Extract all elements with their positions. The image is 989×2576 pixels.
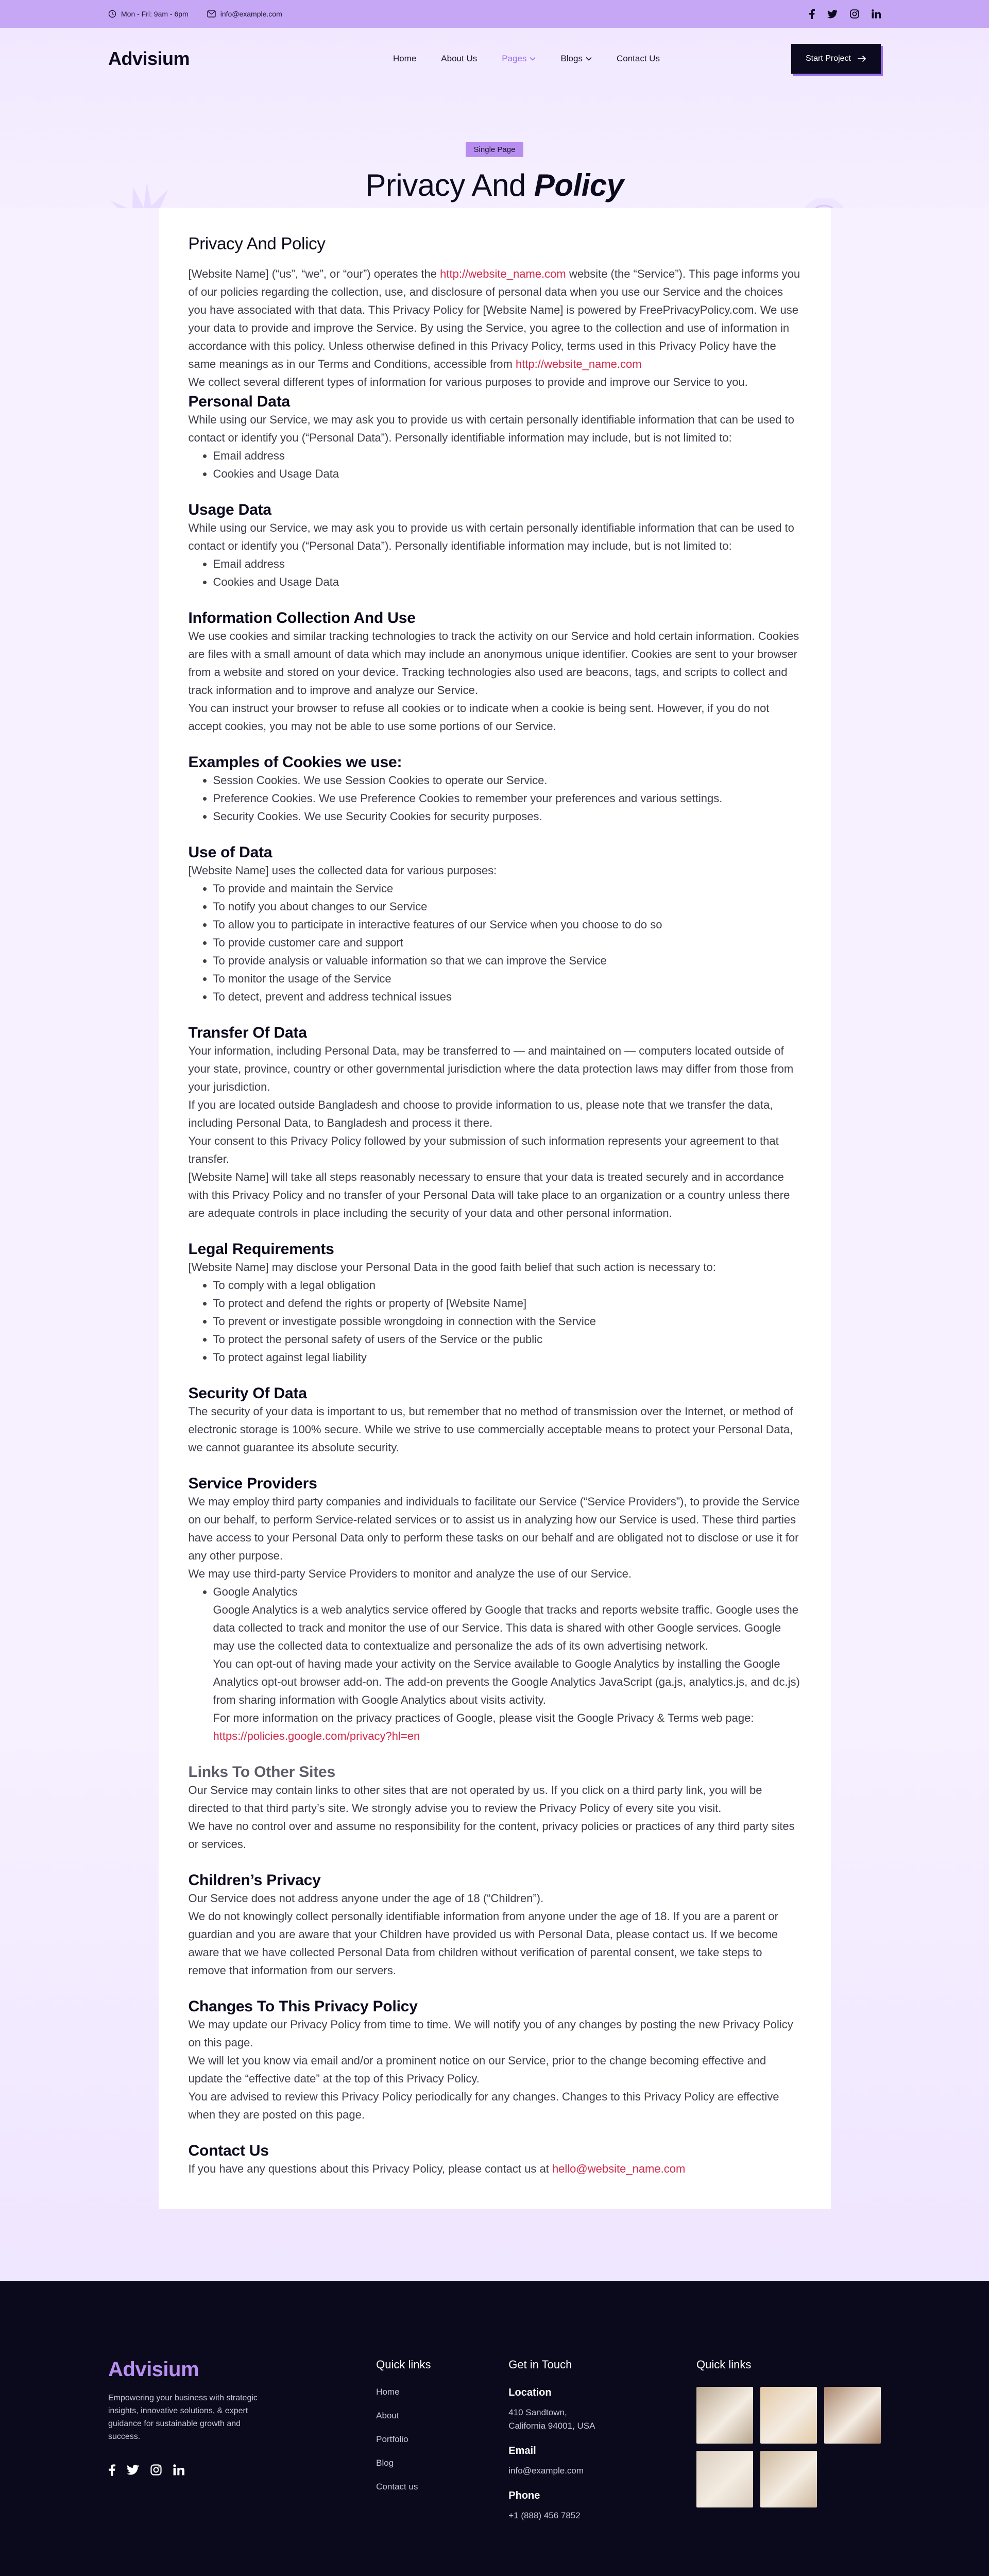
- section-heading: Legal Requirements: [188, 1241, 334, 1258]
- section-text: [189, 2160, 801, 2178]
- transfer-section: [189, 1024, 801, 1222]
- footer-link-contact[interactable]: Contact us: [376, 2482, 418, 2492]
- gallery-thumbnail[interactable]: [824, 2387, 881, 2444]
- mail-icon: [207, 10, 216, 18]
- policy-card: [159, 208, 831, 2209]
- footer-heading: Get in Touch: [508, 2358, 572, 2371]
- nav-menu: [393, 54, 660, 64]
- list-item: • To provide customer care and support: [213, 934, 801, 952]
- nav-pages[interactable]: [502, 54, 536, 64]
- section-text: Your consent to this Privacy Policy followed by your submission of such information represents your agreement to that transfer.: [188, 1134, 779, 1165]
- footer-heading: Quick links: [696, 2358, 752, 2371]
- page-badge: Single Page: [466, 142, 524, 157]
- footer-gallery: [696, 2358, 881, 2535]
- top-bar: [0, 0, 989, 28]
- section-heading: Security Of Data: [188, 1385, 307, 1402]
- gallery-thumbnail[interactable]: [696, 2451, 753, 2507]
- footer-contact: [508, 2358, 696, 2535]
- list-item: • To prevent or investigate possible wrongdoing in connection with the Service: [213, 1312, 801, 1330]
- links-section: [189, 1764, 801, 1853]
- email-value[interactable]: info@example.com: [508, 2466, 584, 2476]
- footer-logo[interactable]: Advisium: [108, 2358, 199, 2381]
- chevron-down-icon: [530, 57, 536, 61]
- contact-text: If you have any questions about this Privacy Policy, please contact us at: [188, 2162, 552, 2175]
- location-line-1: 410 Sandtown,: [508, 2408, 567, 2417]
- personal-data-section: [189, 393, 801, 483]
- section-text: You can instruct your browser to refuse all cookies or to indicate when a cookie is being sent. However, if you do not accept cookies, you may not be able to use some portions of our Service.: [188, 702, 770, 733]
- footer-link-portfolio[interactable]: Portfolio: [376, 2434, 408, 2444]
- section-heading: Usage Data: [188, 501, 271, 518]
- footer-quick-links: [376, 2358, 508, 2535]
- section-text: We will let you know via email and/or a prominent notice on our Service, prior to the change becoming effective and update the “effective date” at the top of this Privacy Policy.: [188, 2054, 766, 2085]
- facebook-icon[interactable]: [809, 9, 815, 19]
- bullet-list: [189, 1583, 801, 1745]
- bullet-list: [189, 879, 801, 1006]
- list-item: • To protect against legal liability: [213, 1348, 801, 1366]
- site-logo[interactable]: Advisium: [108, 48, 190, 69]
- twitter-icon[interactable]: [827, 10, 838, 19]
- section-text: While using our Service, we may ask you to provide us with certain personally identifiable information that can be used to contact or identify you (“Personal Data”). Personally identifiable information may include, but is not limited to:: [188, 413, 794, 444]
- footer-link-home[interactable]: Home: [376, 2387, 400, 2397]
- chevron-down-icon: [586, 57, 592, 61]
- security-section: [189, 1385, 801, 1456]
- section-heading: Information Collection And Use: [188, 609, 416, 626]
- google-privacy-link[interactable]: https://policies.google.com/privacy?hl=en: [213, 1730, 420, 1742]
- section-text: You can opt-out of having made your activity on the Service available to Google Analytics by installing the Google Analytics opt-out browser add-on. The add-on prevents the Google Analytics JavaScript (ga.js, analytics.js, and dc.js) from sharing information with Google Analytics about visits activity.: [213, 1657, 800, 1706]
- cookies-section: [189, 754, 801, 825]
- usage-data-section: [189, 501, 801, 591]
- bullet-list: [189, 771, 801, 825]
- section-text: We may update our Privacy Policy from time to time. We will notify you of any changes by posting the new Privacy Policy on this page.: [188, 2018, 793, 2049]
- section-text: We may employ third party companies and individuals to facilitate our Service (“Service Providers”), to provide the Service on our behalf, to perform Service-related services or to assist us in analyzing how our Service is used. These third parties have access to your Personal Data only to perform these tasks on our behalf and are obligated not to disclose or use it for any other purpose.: [188, 1495, 800, 1562]
- email-text[interactable]: info@example.com: [220, 10, 282, 18]
- nav-blogs-label: Blogs: [560, 54, 583, 63]
- website-link[interactable]: http://website_name.com: [440, 267, 566, 280]
- section-heading: Use of Data: [188, 844, 272, 861]
- page-title-emphasis: Policy: [534, 168, 624, 202]
- footer-link-blog[interactable]: Blog: [376, 2458, 394, 2468]
- section-text: Our Service does not address anyone under the age of 18 (“Children”).: [188, 1892, 544, 1905]
- instagram-icon[interactable]: [850, 9, 859, 19]
- section-heading: Transfer Of Data: [188, 1024, 307, 1041]
- section-text: We use cookies and similar tracking technologies to track the activity on our Service and hold certain information. Cookies are files with a small amount of data which may include an anonymous unique identifier. Cookies are sent to your browser from a website and stored on your device. Tracking technologies also used are beacons, tags, and scripts to collect and track information and to improve and analyze our Service.: [188, 630, 799, 697]
- list-item: • To detect, prevent and address technical issues: [213, 988, 801, 1006]
- nav-pages-label: Pages: [502, 54, 527, 63]
- facebook-icon[interactable]: [108, 2464, 115, 2476]
- intro-section: [189, 265, 801, 391]
- intro-paragraph-2: We collect several different types of information for various purposes to provide and improve our Service to you.: [188, 376, 748, 388]
- bullet-list: [189, 447, 801, 483]
- phone-label: Phone: [508, 2490, 540, 2501]
- section-heading: Links To Other Sites: [188, 1764, 335, 1781]
- nav-contact[interactable]: Contact Us: [616, 54, 660, 63]
- start-project-label: Start Project: [805, 54, 851, 63]
- hours-info: [108, 10, 189, 18]
- email-info[interactable]: [207, 10, 282, 18]
- children-section: [189, 1872, 801, 1979]
- list-item: • Cookies and Usage Data: [213, 465, 801, 483]
- intro-text-a: [Website Name] (“us”, “we”, or “our”) operates the: [188, 267, 440, 280]
- intro-paragraph: [189, 265, 801, 373]
- section-heading: Personal Data: [188, 393, 290, 410]
- footer-brand: [108, 2358, 376, 2535]
- clock-icon: [108, 10, 116, 18]
- section-text: Your information, including Personal Data, may be transferred to — and maintained on — computers located outside of your state, province, country or other governmental jurisdiction where the data protection laws may differ from those from your jurisdiction.: [188, 1044, 794, 1093]
- nav-blogs[interactable]: [560, 54, 592, 64]
- start-project-button[interactable]: [791, 44, 881, 74]
- terms-link[interactable]: http://website_name.com: [515, 358, 642, 370]
- bullet-list: [189, 1276, 801, 1366]
- section-text: While using our Service, we may ask you to provide us with certain personally identifiable information that can be used to contact or identify you (“Personal Data”). Personally identifiable information may include, but is not limited to:: [188, 521, 794, 552]
- footer-heading: Quick links: [376, 2358, 431, 2371]
- arrow-right-icon: [857, 55, 866, 62]
- section-text: We have no control over and assume no responsibility for the content, privacy policies or practices of any third party sites or services.: [188, 1820, 795, 1851]
- collection-section: [189, 609, 801, 735]
- use-of-data-section: [189, 844, 801, 1006]
- section-heading: Service Providers: [188, 1475, 317, 1492]
- section-text: [Website Name] may disclose your Personal Data in the good faith belief that such action is necessary to:: [188, 1261, 716, 1274]
- phone-value[interactable]: +1 (888) 456 7852: [508, 2511, 581, 2520]
- section-text: [Website Name] uses the collected data for various purposes:: [188, 864, 497, 877]
- list-item: [213, 1583, 801, 1745]
- policy-title: Privacy And Policy: [188, 234, 326, 253]
- list-item: • To comply with a legal obligation: [213, 1276, 801, 1294]
- section-heading: Contact Us: [188, 2142, 269, 2159]
- instagram-icon[interactable]: [150, 2464, 162, 2476]
- section-text: For more information on the privacy practices of Google, please visit the Google Privacy & Terms web page:: [213, 1711, 754, 1724]
- contact-section: [189, 2142, 801, 2178]
- twitter-icon[interactable]: [127, 2465, 139, 2475]
- section-text: You are advised to review this Privacy Policy periodically for any changes. Changes to this Privacy Policy are effective when they are posted on this page.: [188, 2090, 779, 2121]
- list-item: • To provide and maintain the Service: [213, 879, 801, 897]
- list-item: • To provide analysis or valuable information so that we can improve the Service: [213, 952, 801, 970]
- list-item: • Email address: [213, 555, 801, 573]
- section-text: Our Service may contain links to other sites that are not operated by us. If you click on a third party link, you will be directed to that third party’s site. We strongly advise you to review the Privacy Policy of every site you visit.: [188, 1784, 762, 1815]
- service-providers-section: [189, 1475, 801, 1745]
- location-line-2: California 94001, USA: [508, 2421, 595, 2431]
- location-value: [508, 2406, 696, 2433]
- legal-section: [189, 1241, 801, 1366]
- gallery-thumbnail[interactable]: [760, 2387, 817, 2444]
- location-label: Location: [508, 2387, 552, 2398]
- intro-text-b: website (the “Service”). This page informs you of our policies regarding the collection, use, and disclosure of personal data when you use our Service and the choices you have associated with that data. This Privacy Policy for [Website Name] is powered by FreePrivacyPolicy.com. We use your data to provide and improve the Service. By using the Service, you agree to the collection and use of information in accordance with this policy. Unless otherwise defined in this Privacy Policy, terms used in this Privacy Policy have the same meanings as in our Terms and Conditions, accessible from: [188, 267, 800, 370]
- list-item: • Preference Cookies. We use Preference Cookies to remember your preferences and various settings.: [213, 789, 801, 807]
- nav-about[interactable]: About Us: [441, 54, 478, 63]
- list-item: • To allow you to participate in interactive features of our Service when you choose to do so: [213, 916, 801, 934]
- hours-text: Mon - Fri: 9am - 6pm: [121, 10, 189, 18]
- contact-email-link[interactable]: hello@website_name.com: [552, 2162, 686, 2175]
- gallery-thumbnail[interactable]: [696, 2387, 753, 2444]
- list-item: • To monitor the usage of the Service: [213, 970, 801, 988]
- email-label: Email: [508, 2445, 536, 2456]
- content-area: [0, 208, 989, 2281]
- footer-link-about[interactable]: About: [376, 2411, 399, 2420]
- section-text: Google Analytics is a web analytics service offered by Google that tracks and reports website traffic. Google uses the data collected to track and monitor the use of our Service. This data is shared with other Google services. Google may use the collected data to contextualize and personalize the ads of its own advertising network.: [213, 1603, 798, 1652]
- bullet-list: [189, 555, 801, 591]
- list-item: • Email address: [213, 447, 801, 465]
- section-text: The security of your data is important to us, but remember that no method of transmission over the Internet, or method of electronic storage is 100% secure. While we strive to use commercially acceptable means to protect your Personal Data, we cannot guarantee its absolute security.: [188, 1405, 793, 1454]
- changes-section: [189, 1998, 801, 2124]
- list-item: • Security Cookies. We use Security Cookies for security purposes.: [213, 807, 801, 825]
- footer-tagline: Empowering your business with strategic insights, innovative solutions, & expert guidance for sustainable growth and success.: [108, 2394, 258, 2441]
- section-heading: Changes To This Privacy Policy: [188, 1998, 418, 2015]
- list-item: • Session Cookies. We use Session Cookies to operate our Service.: [213, 771, 801, 789]
- section-text: [Website Name] will take all steps reasonably necessary to ensure that your data is treated securely and in accordance with this Privacy Policy and no transfer of your Personal Data will take place to an organization or a country unless there are adequate controls in place including the security of your data and other personal information.: [188, 1171, 790, 1219]
- footer-social: [108, 2464, 376, 2476]
- gallery-thumbnail[interactable]: [760, 2451, 817, 2507]
- list-item: • Cookies and Usage Data: [213, 573, 801, 591]
- linkedin-icon[interactable]: [872, 9, 881, 19]
- linkedin-icon[interactable]: [173, 2464, 184, 2476]
- main-nav: [0, 28, 989, 90]
- list-item: • To protect the personal safety of users of the Service or the public: [213, 1330, 801, 1348]
- site-footer: [0, 2281, 989, 2576]
- section-heading: Children’s Privacy: [188, 1872, 321, 1889]
- list-item: • To notify you about changes to our Service: [213, 897, 801, 916]
- list-item: • To protect and defend the rights or property of [Website Name]: [213, 1294, 801, 1312]
- nav-home[interactable]: Home: [393, 54, 417, 63]
- page-title-plain: Privacy And: [365, 168, 526, 202]
- section-text: We may use third-party Service Providers to monitor and analyze the use of our Service.: [188, 1567, 632, 1580]
- google-analytics-label: Google Analytics: [213, 1585, 298, 1598]
- section-text: If you are located outside Bangladesh and choose to provide information to us, please note that we transfer the data, including Personal Data, to Bangladesh and process it there.: [188, 1098, 773, 1129]
- section-text: We do not knowingly collect personally identifiable information from anyone under the age of 18. If you are a parent or guardian and you are aware that your Children have provided us with Personal Data, please contact us. If we become aware that we have collected Personal Data from children without verification of parental consent, we take steps to remove that information from our servers.: [188, 1910, 778, 1977]
- section-heading: Examples of Cookies we use:: [188, 754, 402, 771]
